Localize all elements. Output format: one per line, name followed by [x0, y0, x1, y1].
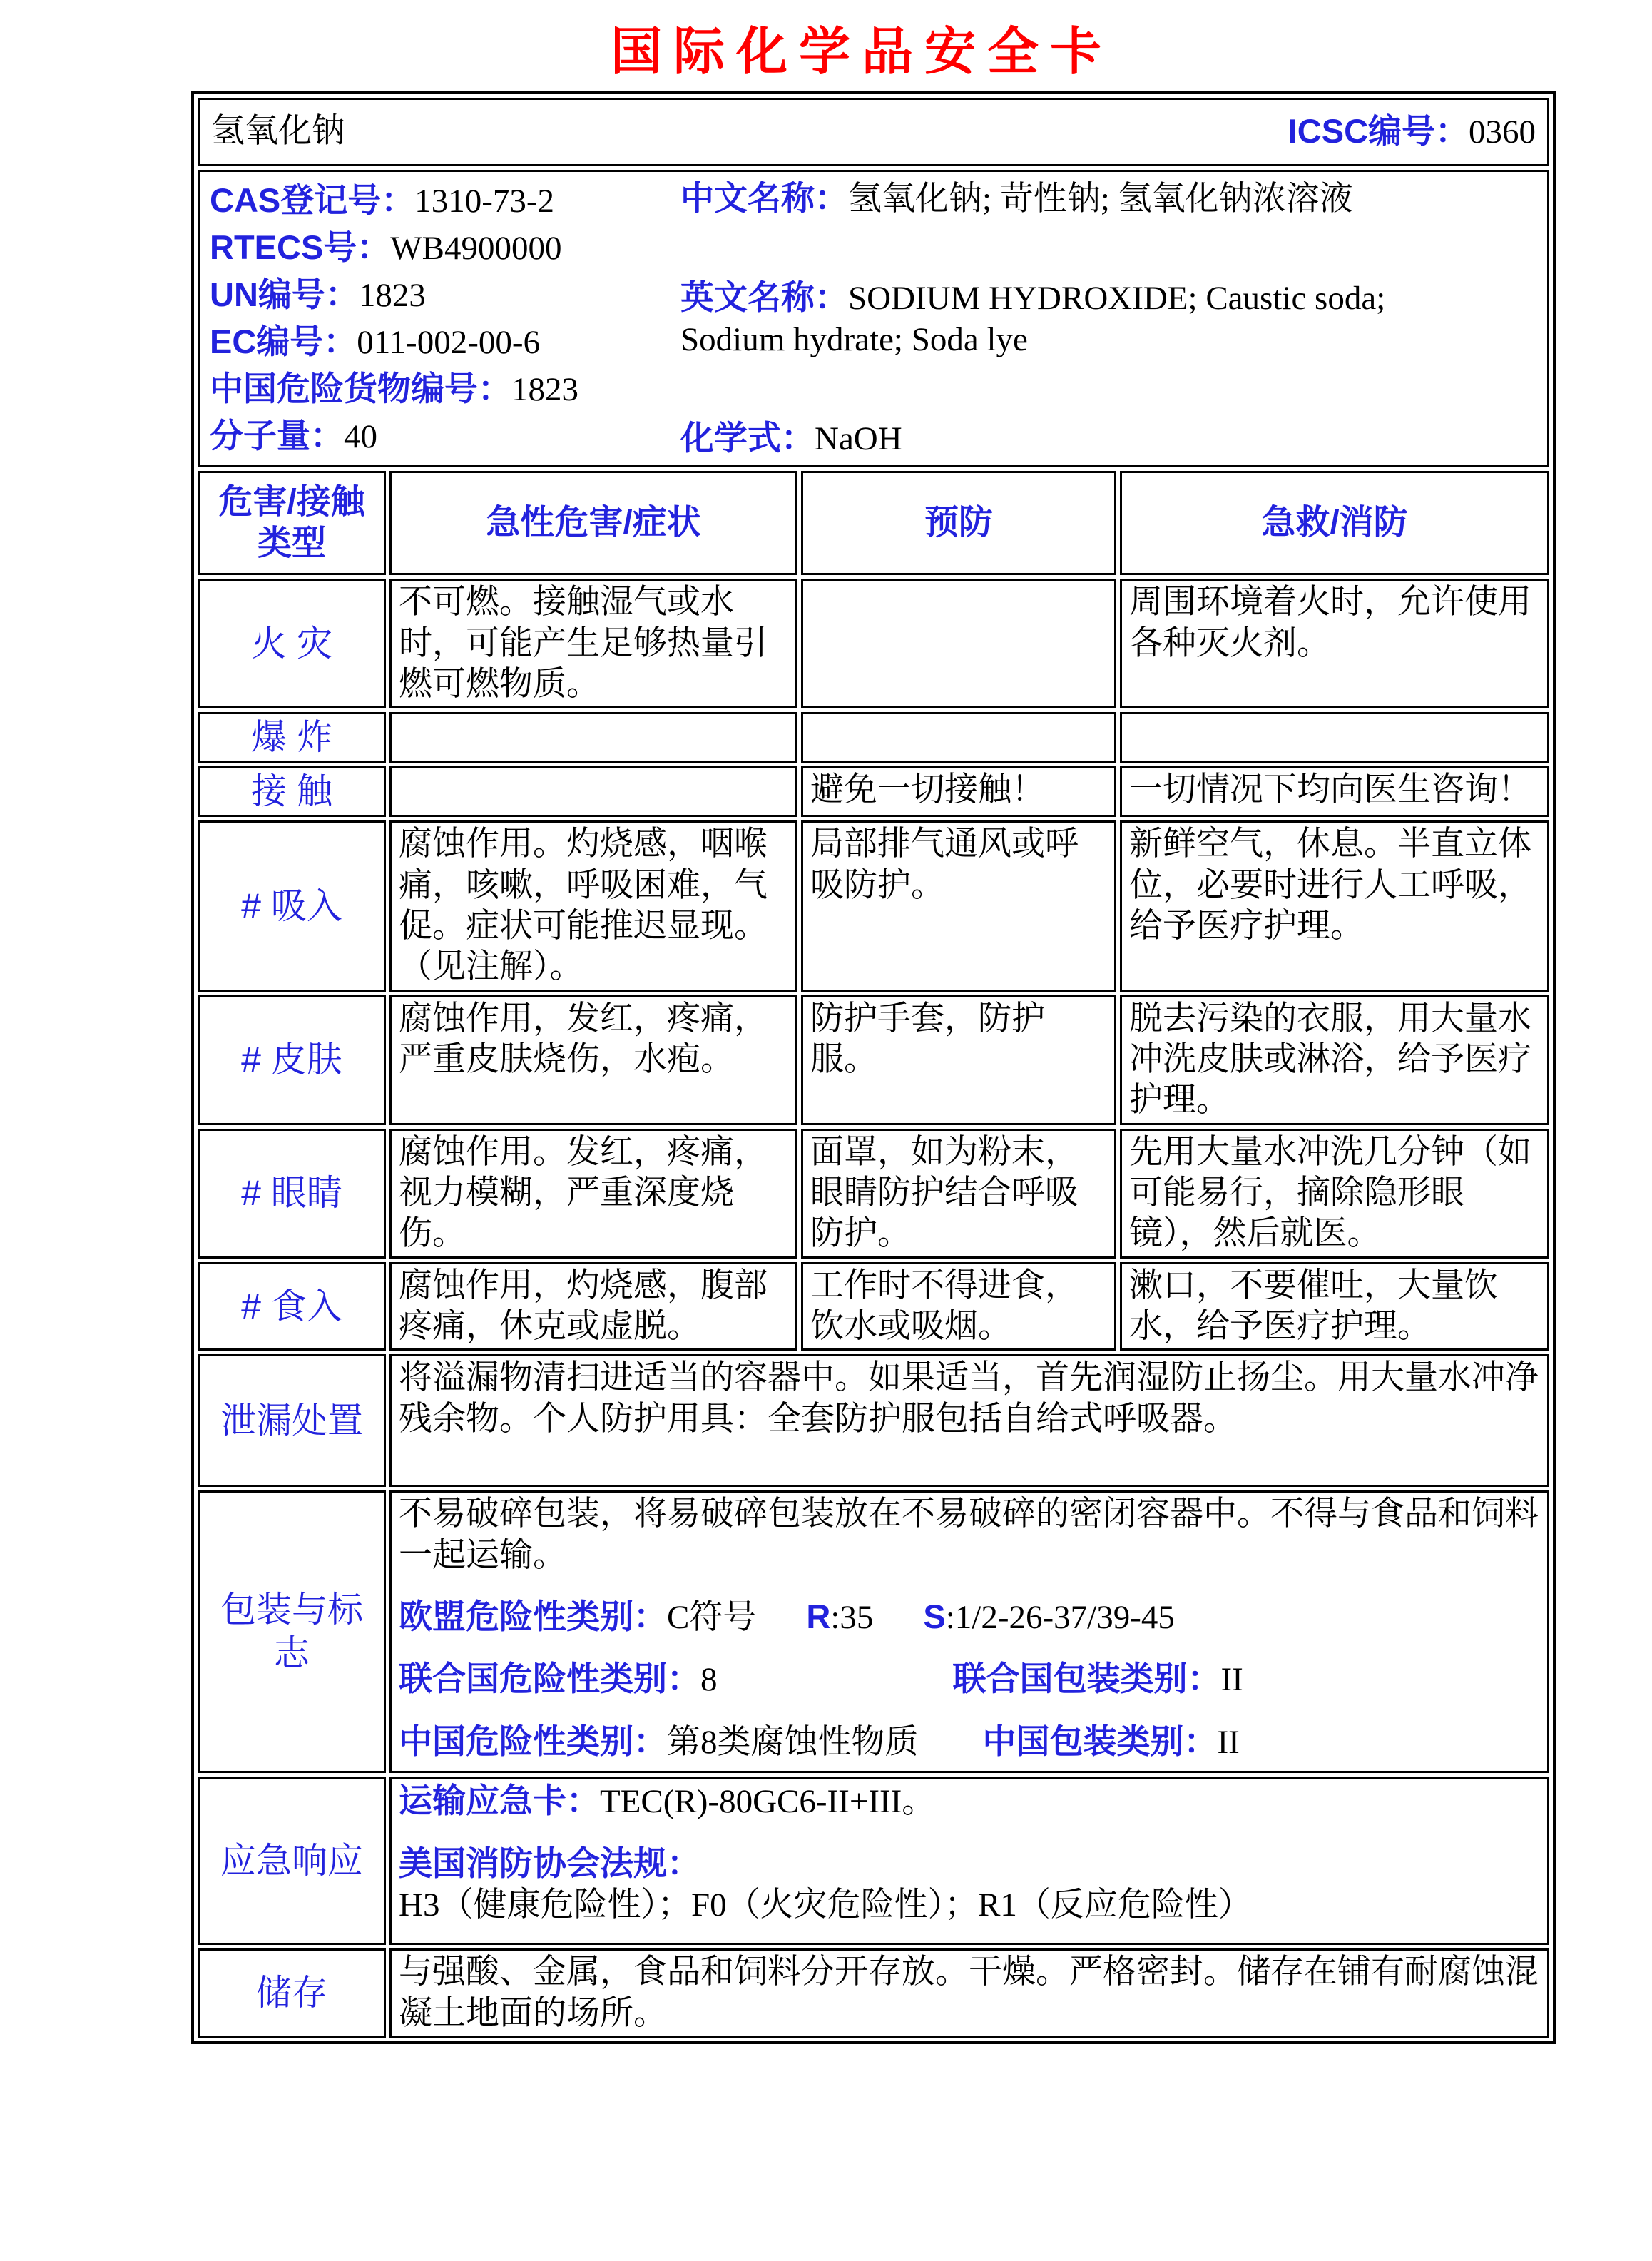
- skin-first-aid: 脱去污染的衣服，用大量水冲洗皮肤或淋浴，给予医疗护理。: [1120, 995, 1549, 1125]
- substance-name: 氢氧化钠: [211, 113, 345, 151]
- cas-number: CAS登记号：1310-73-2: [210, 181, 555, 220]
- hazard-type-label: # 眼睛: [198, 1129, 386, 1259]
- ingestion-symptoms: 腐蚀作用，灼烧感，腹部疼痛，休克或虚脱。: [389, 1262, 797, 1351]
- hazard-header-row: [198, 471, 1549, 575]
- icsc-number-group: [1288, 111, 1536, 153]
- hazard-type-label: # 皮肤: [198, 995, 386, 1125]
- explosion-symptoms: [389, 712, 797, 763]
- header-hazard-type: 危害/接触类型: [198, 471, 386, 575]
- hazard-row-eyes: [198, 1129, 1549, 1259]
- inhalation-symptoms: 腐蚀作用。灼烧感，咽喉痛，咳嗽，呼吸困难，气促。症状可能推迟显现。（见注解）。: [389, 820, 797, 991]
- emergency-row: [198, 1777, 1549, 1945]
- packaging-content: [389, 1490, 1549, 1773]
- spill-label: 泄漏处置: [198, 1354, 386, 1487]
- identification-names: [680, 178, 1537, 459]
- china-class-line: 中国危险性类别：第8类腐蚀性物质 中国包装类别：II: [399, 1722, 1240, 1761]
- inhalation-first-aid: 新鲜空气，休息。半直立体位，必要时进行人工呼吸，给予医疗护理。: [1120, 820, 1549, 991]
- eyes-symptoms: 腐蚀作用。发红，疼痛，视力模糊，严重深度烧伤。: [389, 1129, 797, 1259]
- inhalation-prevention: 局部排气通风或呼吸防护。: [801, 820, 1116, 991]
- fire-first-aid: 周围环境着火时，允许使用各种灭火剂。: [1120, 579, 1549, 708]
- explosion-first-aid: [1120, 712, 1549, 763]
- fire-symptoms: 不可燃。接触湿气或水时，可能产生足够热量引燃可燃物质。: [389, 579, 797, 708]
- emergency-content: [389, 1777, 1549, 1945]
- ingestion-prevention: 工作时不得进食，饮水或吸烟。: [801, 1262, 1116, 1351]
- page-title: 国际化学品安全卡: [610, 24, 1113, 81]
- page-header: [191, 0, 1532, 84]
- packaging-intro: 不易破碎包装，将易破碎包装放在不易破碎的密闭容器中。不得与食品和饲料一起运输。: [399, 1495, 1539, 1574]
- packaging-row: [198, 1490, 1549, 1773]
- storage-label: 储存: [198, 1948, 386, 2038]
- identification-numbers: [210, 178, 680, 459]
- hazard-row-fire: [198, 579, 1549, 708]
- english-name: 英文名称：SODIUM HYDROXIDE; Caustic soda; Sodium hydrate; Soda lye: [680, 277, 1537, 360]
- safety-card-table: [191, 91, 1556, 2044]
- english-name-line2: Sodium hydrate; Soda lye: [680, 320, 1028, 358]
- hazard-type-label: 爆 炸: [198, 712, 386, 763]
- contact-first-aid: 一切情况下均向医生咨询！: [1120, 766, 1549, 817]
- skin-symptoms: 腐蚀作用，发红，疼痛，严重皮肤烧伤，水疱。: [389, 995, 797, 1125]
- chemical-formula: 化学式：NaOH: [680, 419, 902, 458]
- hazard-type-label: # 吸入: [198, 820, 386, 991]
- nfpa-line: 美国消防协会法规：H3（健康危险性）；F0（火灾危险性）；R1（反应危险性）: [399, 1844, 1252, 1924]
- substance-header-cell: [198, 98, 1549, 166]
- transport-emergency-card-line: 运输应急卡：TEC(R)-80GC6-II+III。: [399, 1782, 936, 1821]
- ec-number: EC编号：011-002-00-6: [210, 322, 541, 361]
- hazard-row-contact: [198, 766, 1549, 817]
- un-number: UN编号：1823: [210, 275, 426, 314]
- hazard-row-ingestion: [198, 1262, 1549, 1351]
- molecular-weight: 分子量：40: [210, 416, 377, 455]
- packaging-label: 包装与标志: [198, 1490, 386, 1773]
- hazard-row-explosion: [198, 712, 1549, 763]
- explosion-prevention: [801, 712, 1116, 763]
- identification-row: [198, 170, 1549, 467]
- header-prevention: 预防: [801, 471, 1116, 575]
- un-class-line: 联合国危险性类别：8 联合国包装类别：II: [399, 1660, 1243, 1699]
- spill-text: 将溢漏物清扫进适当的容器中。如果适当，首先润湿防止扬尘。用大量水冲净残余物。个人防护用具：全套防护服包括自给式呼吸器。: [389, 1354, 1549, 1487]
- rtecs-number: RTECS号：WB4900000: [210, 228, 562, 267]
- hazard-type-label: 火 灾: [198, 579, 386, 708]
- hazard-type-label: # 食入: [198, 1262, 386, 1351]
- header-first-aid: 急救/消防: [1120, 471, 1549, 575]
- icsc-number-value: 0360: [1469, 113, 1536, 151]
- eu-hazard-class-line: 欧盟危险性类别：C符号 R:35 S:1/2-26-37/39-45: [399, 1597, 1175, 1637]
- chinese-name: 中文名称：氢氧化钠; 苛性钠; 氢氧化钠浓溶液: [680, 179, 1353, 218]
- eyes-prevention: 面罩，如为粉末，眼睛防护结合呼吸防护。: [801, 1129, 1116, 1259]
- hazard-row-skin: [198, 995, 1549, 1125]
- header-acute-symptoms: 急性危害/症状: [389, 471, 797, 575]
- icsc-number-label: ICSC编号：: [1288, 112, 1469, 151]
- substance-header-row: [198, 98, 1549, 166]
- contact-symptoms: [389, 766, 797, 817]
- emergency-label: 应急响应: [198, 1777, 386, 1945]
- contact-prevention: 避免一切接触！: [801, 766, 1116, 817]
- china-dangerous-goods-number: 中国危险货物编号：1823: [210, 369, 578, 408]
- storage-text: 与强酸、金属，食品和饲料分开存放。干燥。严格密封。储存在铺有耐腐蚀混凝土地面的场所。: [389, 1948, 1549, 2038]
- identification-cell: [198, 170, 1549, 467]
- spill-row: [198, 1354, 1549, 1487]
- eyes-first-aid: 先用大量水冲洗几分钟（如可能易行，摘除隐形眼镜），然后就医。: [1120, 1129, 1549, 1259]
- fire-prevention: [801, 579, 1116, 708]
- storage-row: [198, 1948, 1549, 2038]
- ingestion-first-aid: 漱口，不要催吐，大量饮水，给予医疗护理。: [1120, 1262, 1549, 1351]
- hazard-row-inhalation: [198, 820, 1549, 991]
- skin-prevention: 防护手套，防护服。: [801, 995, 1116, 1125]
- hazard-type-label: 接 触: [198, 766, 386, 817]
